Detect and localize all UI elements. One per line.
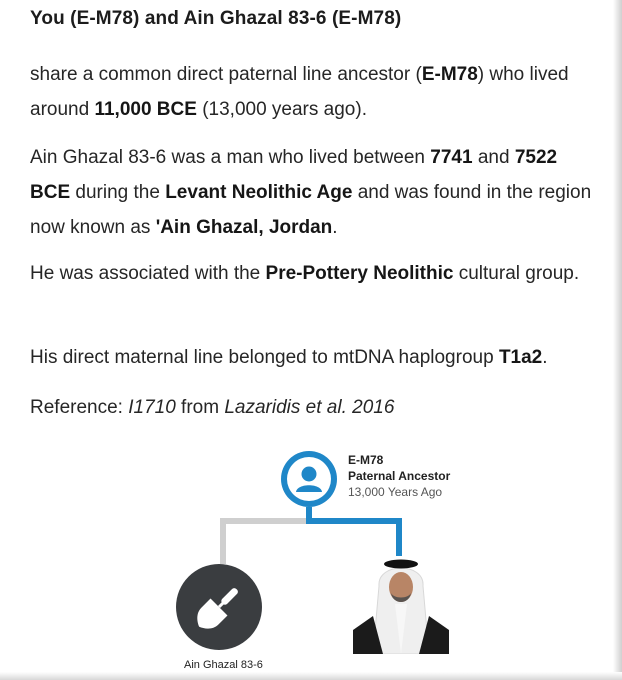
bold-culture: Pre-Pottery Neolithic [265,263,454,284]
user-photo[interactable] [353,556,449,654]
text: and [472,147,515,168]
reference-sample-id: I1710 [128,397,176,418]
text: cultural group. [453,263,580,284]
reference-citation: Lazaridis et al. 2016 [224,397,395,418]
connector-right-vertical [396,518,402,558]
trowel-icon[interactable] [176,564,262,650]
person-icon[interactable] [281,451,337,507]
paragraph-sample-info [30,140,600,245]
connector-left-vertical [220,518,226,564]
text: . [332,217,338,238]
paragraph-common-ancestor [30,57,600,127]
text: He was associated with the [30,263,266,284]
bold-location: 'Ain Ghazal, Jordan [155,217,333,238]
bold-year-start: 7741 [430,147,473,168]
connector-left-horizontal [220,518,312,524]
bottom-shadow [0,672,622,680]
text: and was found in the region now known as [30,182,592,238]
edge-shadow [613,0,622,680]
sample-name: Ain Ghazal 83-6 [184,659,263,671]
ancestor-haplogroup: E-M78 [348,453,384,467]
paragraph-reference [30,390,600,425]
connector-right-horizontal [306,518,402,524]
lineage-tree [0,430,622,680]
text: (13,000 years ago). [196,99,367,120]
text: during the [70,182,166,203]
bold-mtdna: T1a2 [498,347,543,368]
bold-year-end: 7522 BCE [30,147,558,203]
text: Reference: [30,397,129,418]
paragraph-maternal [30,340,600,375]
ancestor-role: Paternal Ancestor [348,469,451,483]
page-title: You (E-M78) and Ain Ghazal 83-6 (E-M78) [30,8,402,29]
ancestor-age: 13,000 Years Ago [348,485,443,499]
text: share a common direct paternal line ancestor ( [30,64,422,85]
paragraph-culture [30,256,600,291]
text: ) who lived around [30,64,569,120]
bold-haplogroup: E-M78 [421,64,478,85]
text: . [542,347,548,368]
bold-date: 11,000 BCE [94,99,197,120]
text: Ain Ghazal 83-6 was a man who lived between [30,147,431,168]
bold-age: Levant Neolithic Age [165,182,353,203]
text: from [175,397,225,418]
text: His direct maternal line belonged to mtDNA haplogroup [30,347,499,368]
